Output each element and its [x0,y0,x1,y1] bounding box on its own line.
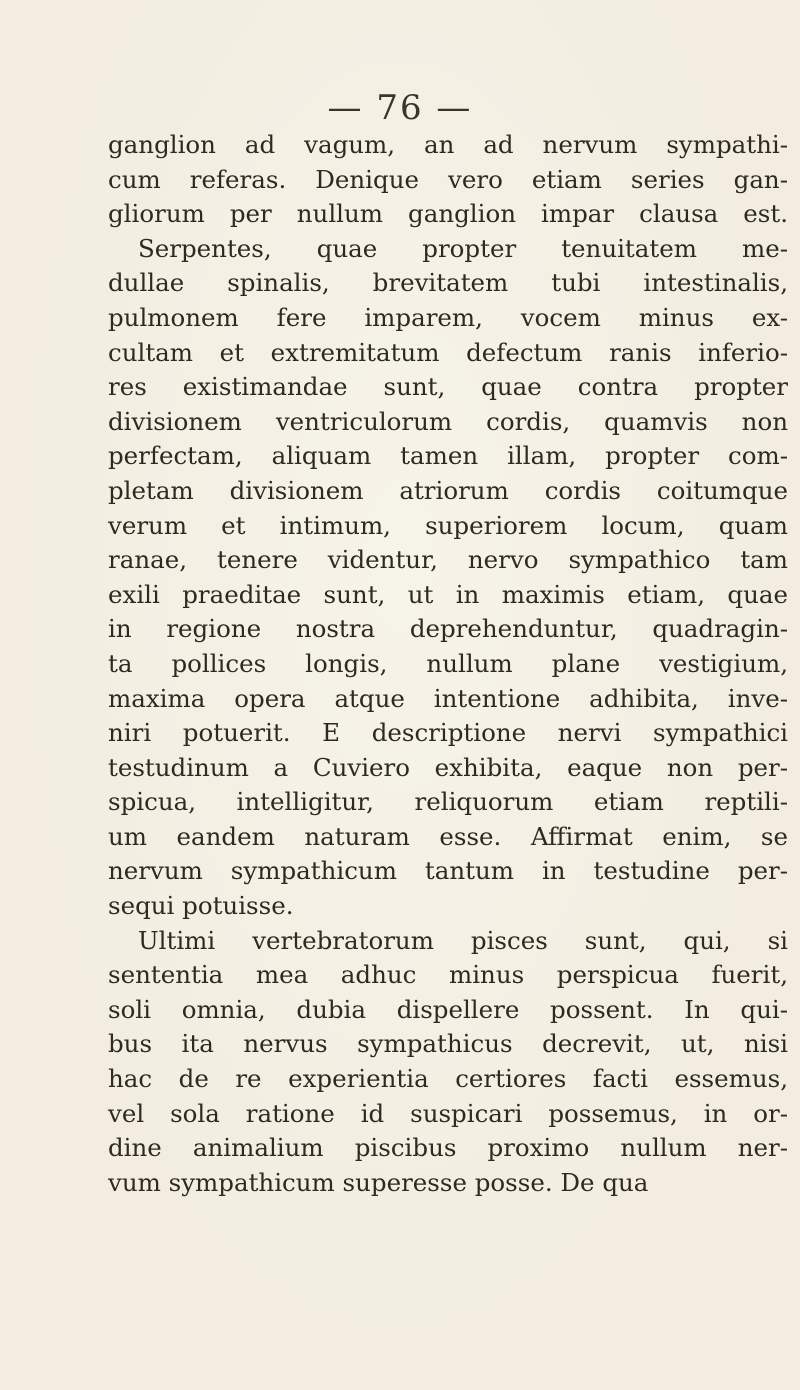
text-line: soli omnia, dubia dispellere possent. In qui- [108,994,788,1024]
text-line: divisionem ventriculorum cordis, quamvis non [108,406,788,436]
text-line: perfectam, aliquam tamen illam, propter com- [108,441,788,471]
text-line: Serpentes, quae propter tenuitatem me- [138,233,788,263]
text-line: hac de re experientia certiores facti essemus, [108,1064,788,1094]
text-line: bus ita nervus sympathicus decrevit, ut, nisi [108,1029,788,1059]
text-line: sequi potuisse. [108,891,294,921]
text-line: testudinum a Cuviero exhibita, eaque non per- [108,752,788,782]
text-line: pulmonem fere imparem, vocem minus ex- [108,302,788,332]
text-line: vel sola ratione id suspicari possemus, in or- [108,1098,788,1128]
text-line: spicua, intelligitur, reliquorum etiam reptili- [108,787,788,817]
text-line: res existimandae sunt, quae contra propter [108,372,788,402]
text-line: cultam et extremitatum defectum ranis inferio- [108,337,788,367]
text-line: dullae spinalis, brevitatem tubi intestinalis, [108,268,788,298]
text-line: sententia mea adhuc minus perspicua fuerit, [108,960,788,990]
text-line: Ultimi vertebratorum pisces sunt, qui, si [138,925,788,955]
text-line: cum referas. Denique vero etiam series gan- [108,164,788,194]
text-line: niri potuerit. E descriptione nervi sympathici [108,718,788,748]
text-line: maxima opera atque intentione adhibita, inve- [108,683,788,713]
text-line: nervum sympathicum tantum in testudine per- [108,856,788,886]
text-line: gliorum per nullum ganglion impar clausa est. [108,199,788,229]
text-line: um eandem naturam esse. Affirmat enim, se [108,821,788,851]
text-line: dine animalium piscibus proximo nullum ner- [108,1133,788,1163]
text-line: vum sympathicum superesse posse. De qua [108,1167,649,1197]
text-line: exili praeditae sunt, ut in maximis etiam, quae [108,579,788,609]
body-text [108,128,788,1200]
text-line: ta pollices longis, nullum plane vestigium, [108,648,788,678]
text-line: verum et intimum, superiorem locum, quam [108,510,788,540]
text-line: ranae, tenere videntur, nervo sympathico tam [108,545,788,575]
text-line: in regione nostra deprehenduntur, quadragin- [108,614,788,644]
text-line: pletam divisionem atriorum cordis coitumque [108,475,788,505]
page-number: — 76 — [327,88,473,128]
text-line: ganglion ad vagum, an ad nervum sympathi- [108,130,788,159]
